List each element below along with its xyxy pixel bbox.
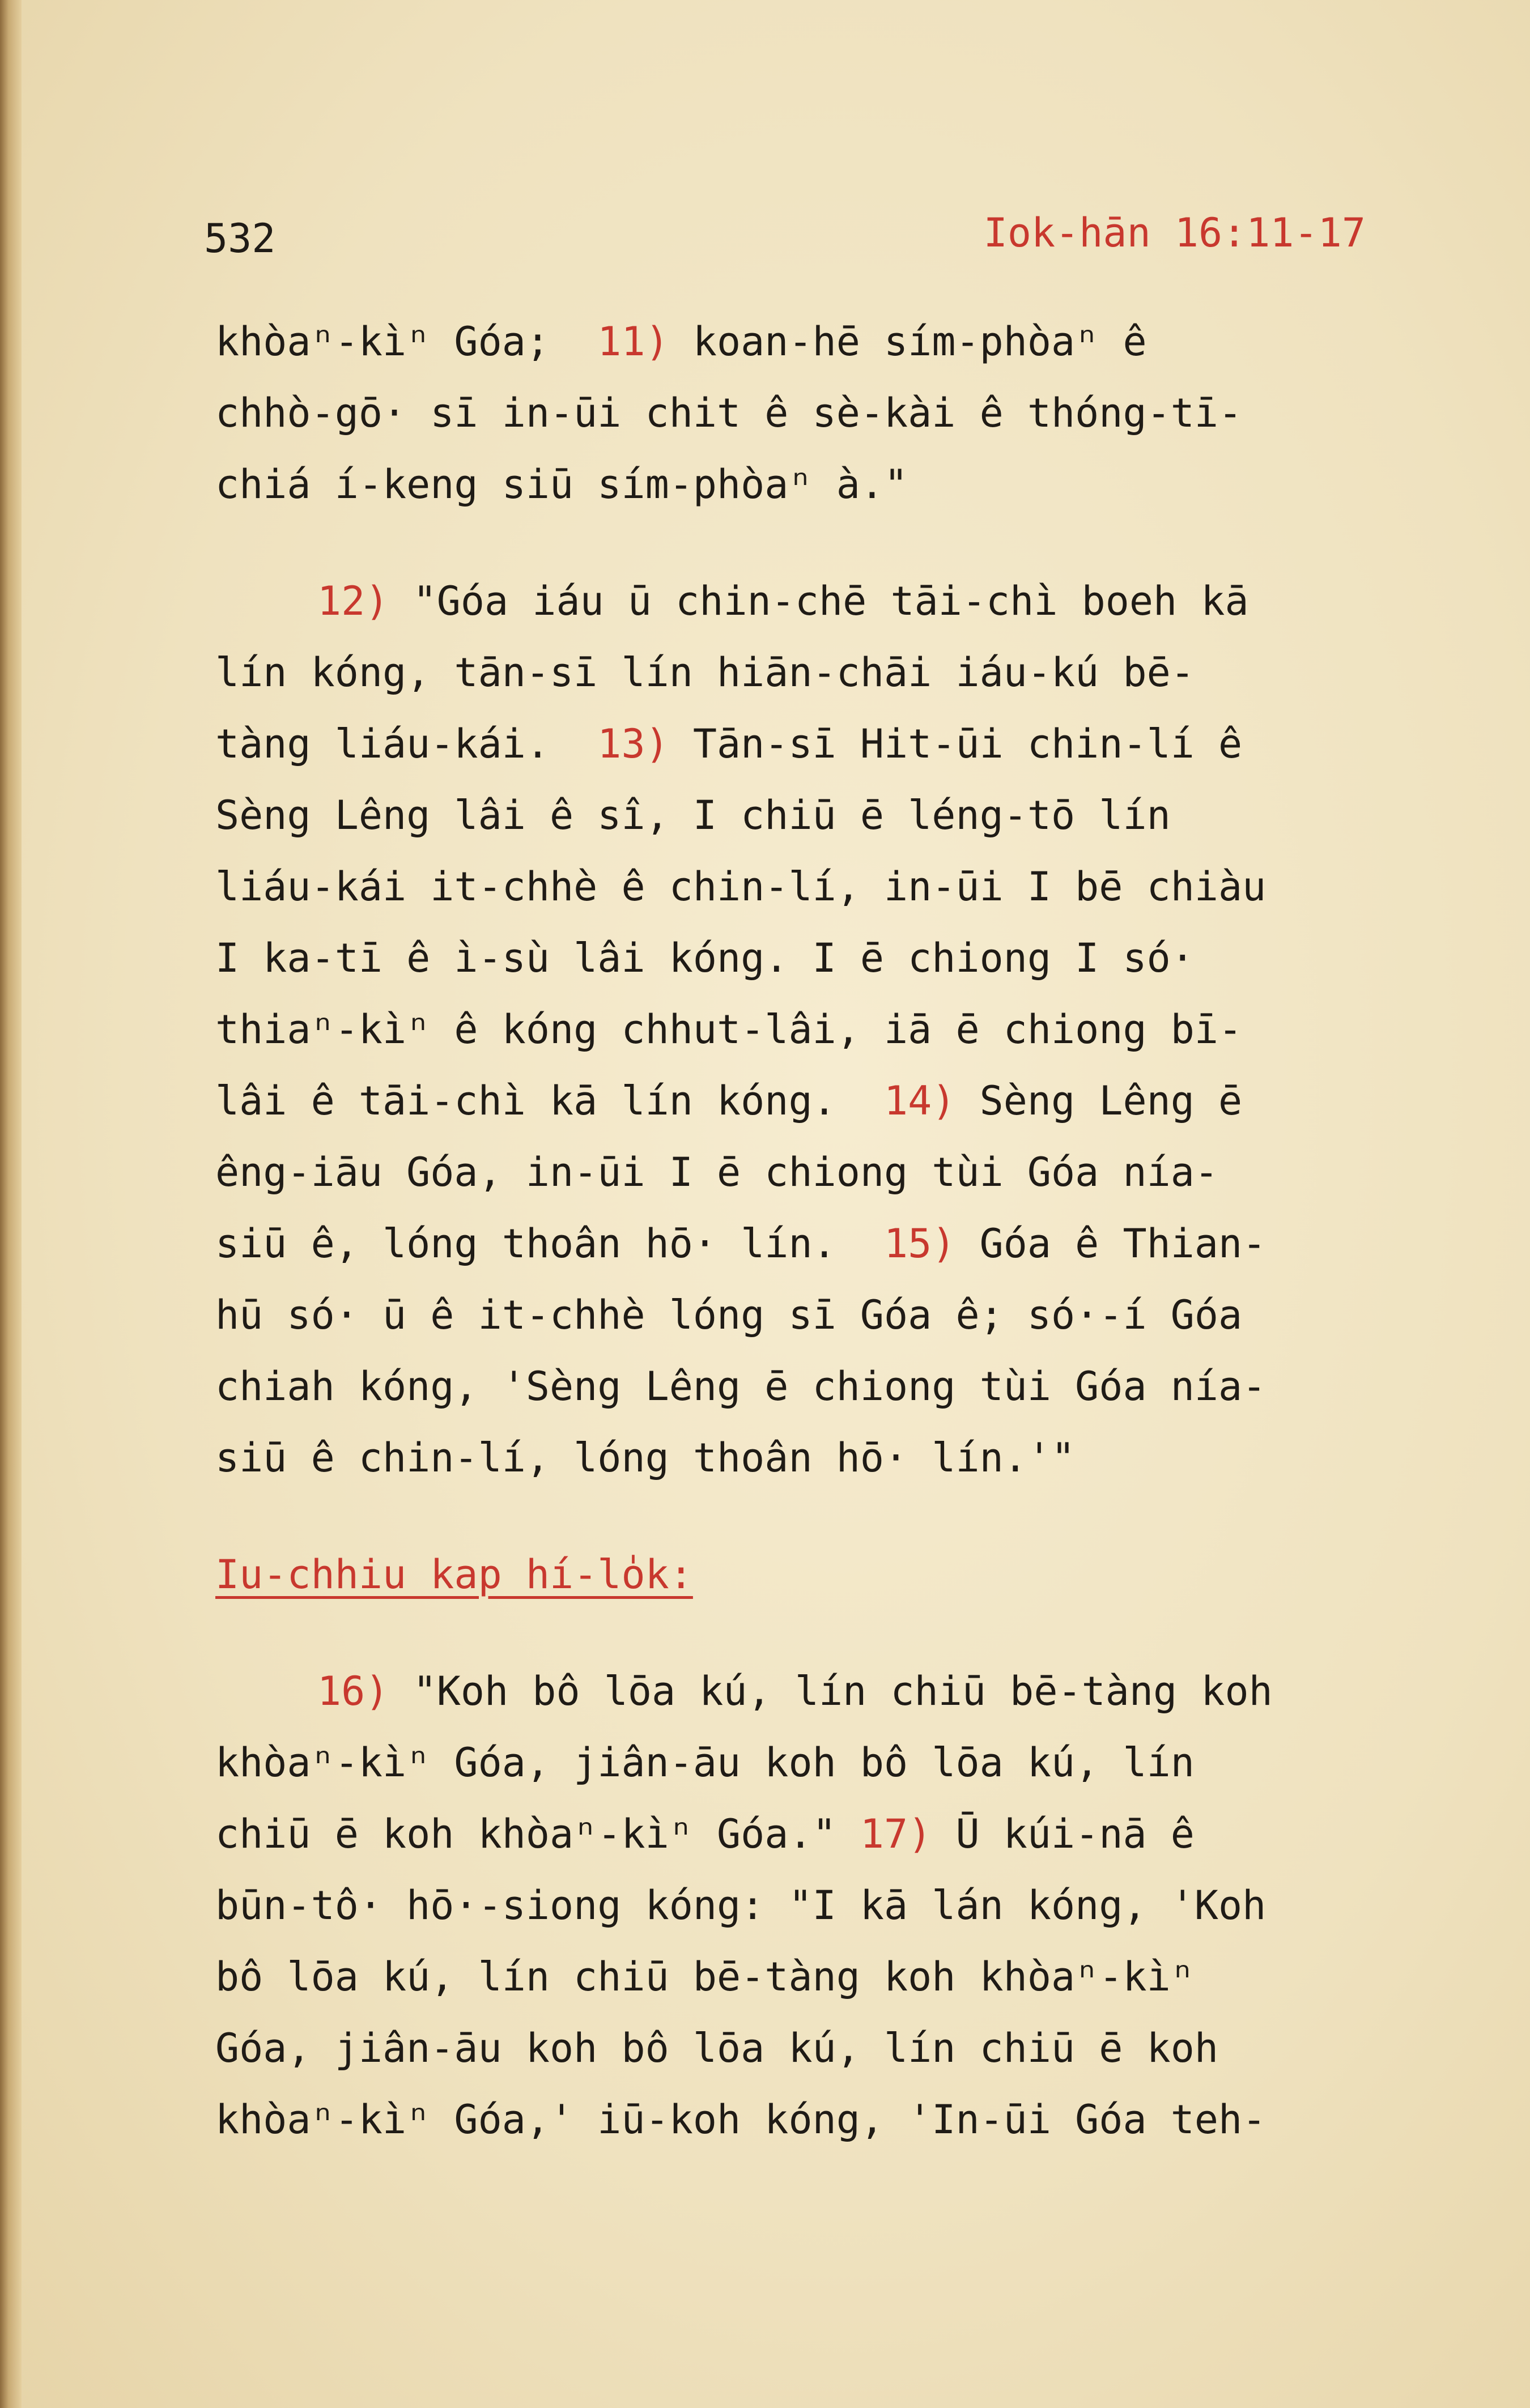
text-line: khòaⁿ-kìⁿ Góa,' iū-koh kóng, 'In-ūi Góa teh- [215,2096,1266,2143]
text-span: Sèng Lêng ē [955,1078,1243,1124]
text-line: I ka-tī ê ì-sù lâi kóng. I ē chiong I só· [215,935,1195,981]
text-line [215,1798,1507,1870]
paragraph-2 [215,565,1507,1494]
text-line: chiah kóng, 'Sèng Lêng ē chiong tùi Góa nía- [215,1363,1266,1410]
text-line [215,1065,1507,1137]
text-span: lâi ê tāi-chì kā lín kóng. [215,1078,885,1124]
text-span: siū ê, lóng thoân hō· lín. [215,1220,885,1267]
paragraph-3 [215,1656,1507,2155]
text-line: būn-tô· hō·-siong kóng: "I kā lán kóng, 'Koh [215,1882,1266,1929]
text-span: "Góa iáu ū chin-chē tāi-chì boeh kā [389,578,1249,624]
text-line [215,565,1507,637]
text-line: lín kóng, tān-sī lín hiān-chāi iáu-kú bē- [215,649,1195,696]
text-span: tàng liáu-kái. [215,721,598,767]
page-body [215,306,1507,2155]
text-span: khòaⁿ-kìⁿ Góa; [215,318,598,365]
text-line [215,1656,1507,1727]
verse-number: 17) [860,1811,932,1857]
text-span: chiū ē koh khòaⁿ-kìⁿ Góa." [215,1811,860,1857]
paragraph-1 [215,306,1507,520]
verse-number: 13) [597,721,669,767]
page-header [204,210,1366,272]
text-line [215,306,1507,377]
text-line [215,1208,1507,1279]
verse-number: 14) [884,1078,956,1124]
text-line: êng-iāu Góa, in-ūi I ē chiong tùi Góa nía- [215,1149,1219,1196]
text-line [215,708,1507,780]
text-span: "Koh bô lōa kú, lín chiū bē-tàng koh [389,1668,1273,1714]
text-line: liáu-kái it-chhè ê chin-lí, in-ūi I bē chiàu [215,863,1266,910]
text-span: Tān-sī Hit-ūi chin-lí ê [669,721,1243,767]
text-line: siū ê chin-lí, lóng thoân hō· lín.'" [215,1435,1076,1481]
verse-number: 11) [597,318,669,365]
section-heading: Iu-chhiu kap hí-lo̍k: [215,1551,693,1598]
text-line: khòaⁿ-kìⁿ Góa, jiân-āu koh bô lōa kú, lín [215,1739,1195,1786]
text-line: thiaⁿ-kìⁿ ê kóng chhut-lâi, iā ē chiong bī- [215,1006,1243,1053]
text-line: chiá í-keng siū sím-phòaⁿ à." [215,461,908,508]
verse-number: 16) [317,1668,389,1714]
text-line: chhò-gō· sī in-ūi chit ê sè-kài ê thóng-tī- [215,390,1243,436]
text-line: bô lōa kú, lín chiū bē-tàng koh khòaⁿ-kìⁿ [215,1954,1195,2000]
page-number: 532 [204,215,276,262]
text-line: hū só· ū ê it-chhè lóng sī Góa ê; só·-í Góa [215,1292,1243,1338]
running-head: Iok-hān 16:11-17 [983,210,1366,256]
verse-number: 15) [884,1220,956,1267]
text-span: koan-hē sím-phòaⁿ ê [669,318,1147,365]
text-span: Góa ê Thian- [955,1220,1266,1267]
text-span: Ū kúi-nā ê [932,1811,1195,1857]
verse-number: 12) [317,578,389,624]
page-edge [0,0,22,2408]
text-line: Sèng Lêng lâi ê sî, I chiū ē léng-tō lín [215,792,1171,839]
text-line: Góa, jiân-āu koh bô lōa kú, lín chiū ē koh [215,2025,1219,2071]
